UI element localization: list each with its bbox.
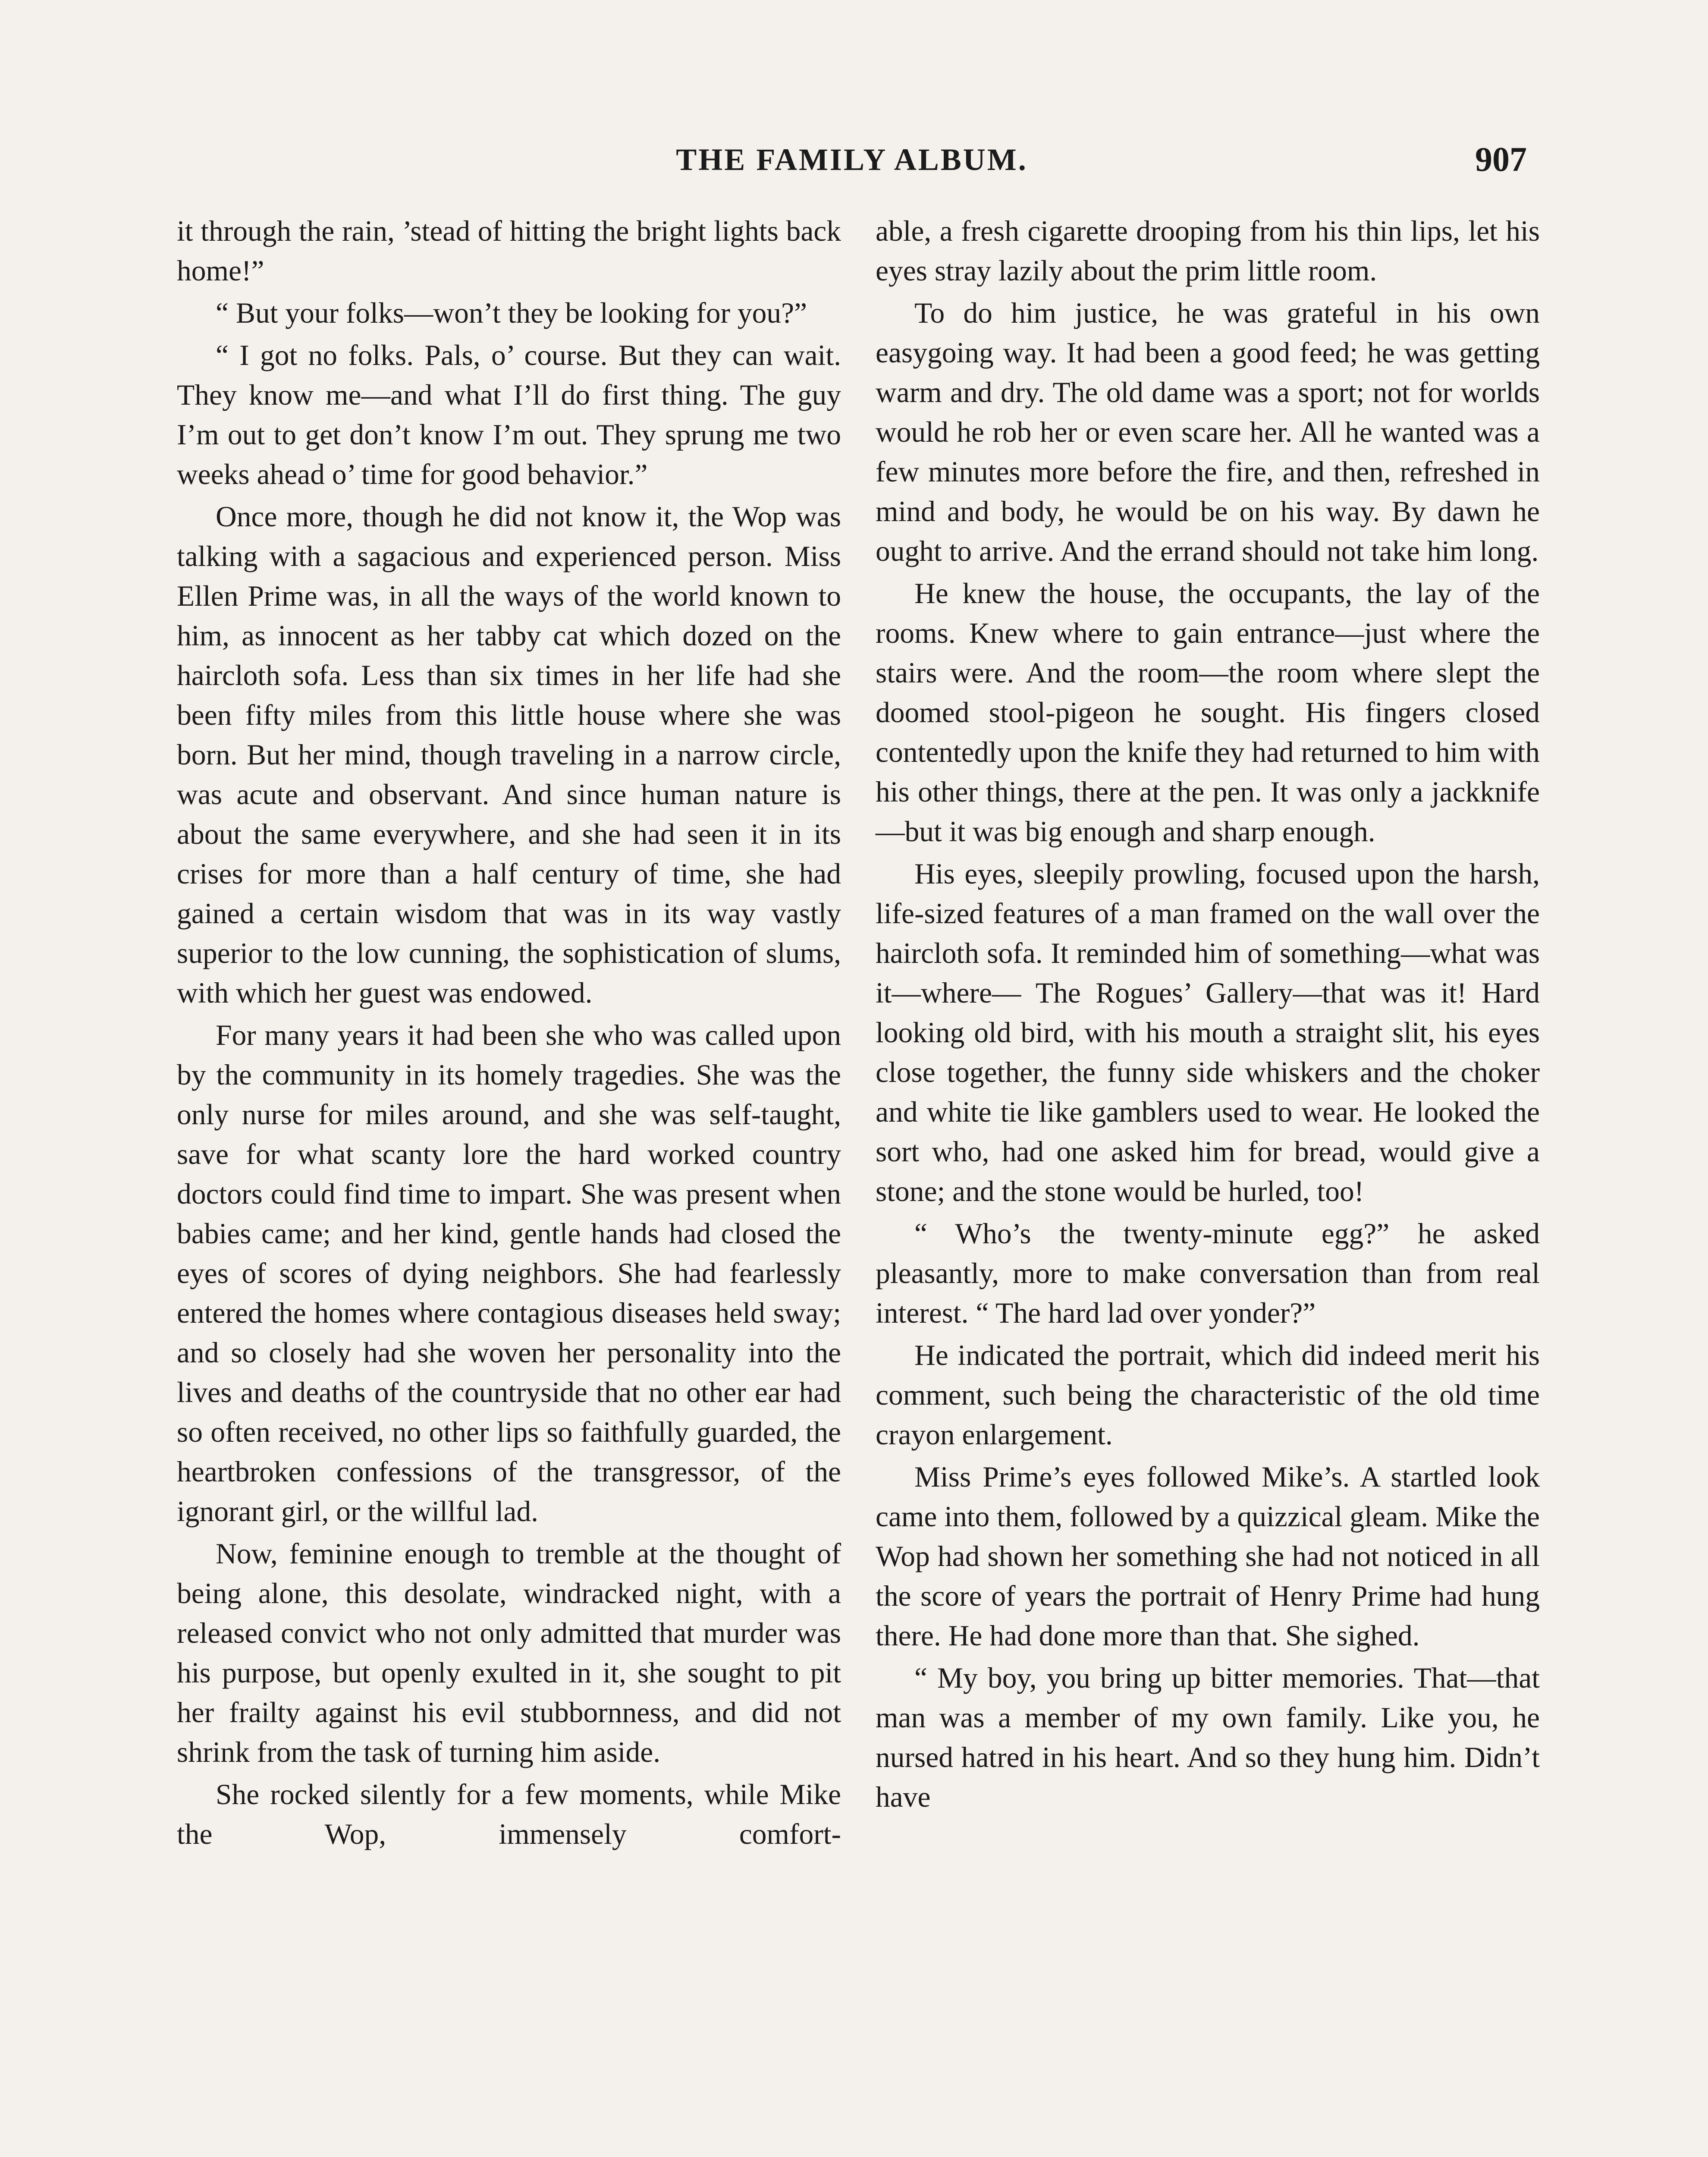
left-column [177, 211, 841, 1854]
paragraph: He indicated the portrait, which did indeed merit his comment, such being the characteristic of the old time crayon enlargement. [876, 1339, 1540, 1451]
paragraph: “ Who’s the twenty-minute egg?” he asked pleasantly, more to make conversation than from real interest. “ The hard lad over yonder?” [876, 1217, 1540, 1329]
right-column [876, 211, 1540, 1817]
paragraph: “ My boy, you bring up bitter memories. That—that man was a member of my own family. Like you, he nursed hatred in his heart. And so they hung him. Didn’t have [876, 1662, 1540, 1813]
paragraph: Now, feminine enough to tremble at the thought of being alone, this desolate, windracked night, with a released convict who not only admitted that murder was his purpose, but openly exulted in it, she sought to pit her frailty against his evil stubbornness, and did not shrink from the task of turning him aside. [177, 1538, 841, 1768]
paragraph: For many years it had been she who was called upon by the community in its homely tragedies. She was the only nurse for miles around, and she was self-taught, save for what scanty lore the hard worked country doctors could find time to impart. She was present when babies came; and her kind, gentle hands had closed the eyes of scores of dying neighbors. She had fearlessly entered the homes where contagious diseases held sway; and so closely had she woven her personality into the lives and deaths of the countryside that no other ear had so often received, no other lips so faithfully guarded, the heartbroken confessions of the transgressor, of the ignorant girl, or the willful lad. [177, 1019, 841, 1528]
paragraph: “ I got no folks. Pals, o’ course. But they can wait. They know me—and what I’ll do first thing. The guy I’m out to get don’t know I’m out. They sprung me two weeks ahead o’ time for good behavior.” [177, 339, 841, 491]
paragraph: “ But your folks—won’t they be looking for you?” [216, 297, 807, 329]
page-header [177, 134, 1527, 186]
paragraph: it through the rain, ’stead of hitting the bright lights back home!” [177, 215, 841, 287]
page-number: 907 [1475, 141, 1527, 179]
running-title: THE FAMILY ALBUM. [676, 142, 1028, 177]
paragraph: able, a fresh cigarette drooping from his thin lips, let his eyes stray lazily about the prim little room. [876, 215, 1540, 287]
paragraph: She rocked silently for a few moments, while Mike the Wop, immensely comfort- [177, 1778, 841, 1850]
paragraph: To do him justice, he was grateful in his own easygoing way. It had been a good feed; he was getting warm and dry. The old dame was a sport; not for worlds would he rob her or even scare her. All he wanted was a few minutes more before the fire, and then, refreshed in mind and body, he would be on his way. By dawn he ought to arrive. And the errand should not take him long. [876, 297, 1540, 567]
paragraph: He knew the house, the occupants, the lay of the rooms. Knew where to gain entrance—just where the stairs were. And the room—the room where slept the doomed stool-pigeon he sought. His fingers closed contentedly upon the knife they had returned to him with his other things, there at the pen. It was only a jackknife—but it was big enough and sharp enough. [876, 577, 1540, 848]
paragraph: His eyes, sleepily prowling, focused upon the harsh, life-sized features of a man framed on the wall over the haircloth sofa. It reminded him of something—what was it—where— The Rogues’ Gallery—that was it! Hard looking old bird, with his mouth a straight slit, his eyes close together, the funny side whiskers and the choker and white tie like gamblers used to wear. He looked the sort who, had one asked him for bread, would give a stone; and the stone would be hurled, too! [876, 858, 1540, 1207]
paragraph: Once more, though he did not know it, the Wop was talking with a sagacious and experienced person. Miss Ellen Prime was, in all the ways of the world known to him, as innocent as her tabby cat which dozed on the haircloth sofa. Less than six times in her life had she been fifty miles from this little house where she was born. But her mind, though traveling in a narrow circle, was acute and observant. And since human nature is about the same everywhere, and she had seen it in its crises for more than a half century of time, she had gained a certain wisdom that was in its way vastly superior to the low cunning, the sophistication of slums, with which her guest was endowed. [177, 500, 841, 1009]
paragraph: Miss Prime’s eyes followed Mike’s. A startled look came into them, followed by a quizzical gleam. Mike the Wop had shown her something she had not noticed in all the score of years the portrait of Henry Prime had hung there. He had done more than that. She sighed. [876, 1461, 1540, 1652]
